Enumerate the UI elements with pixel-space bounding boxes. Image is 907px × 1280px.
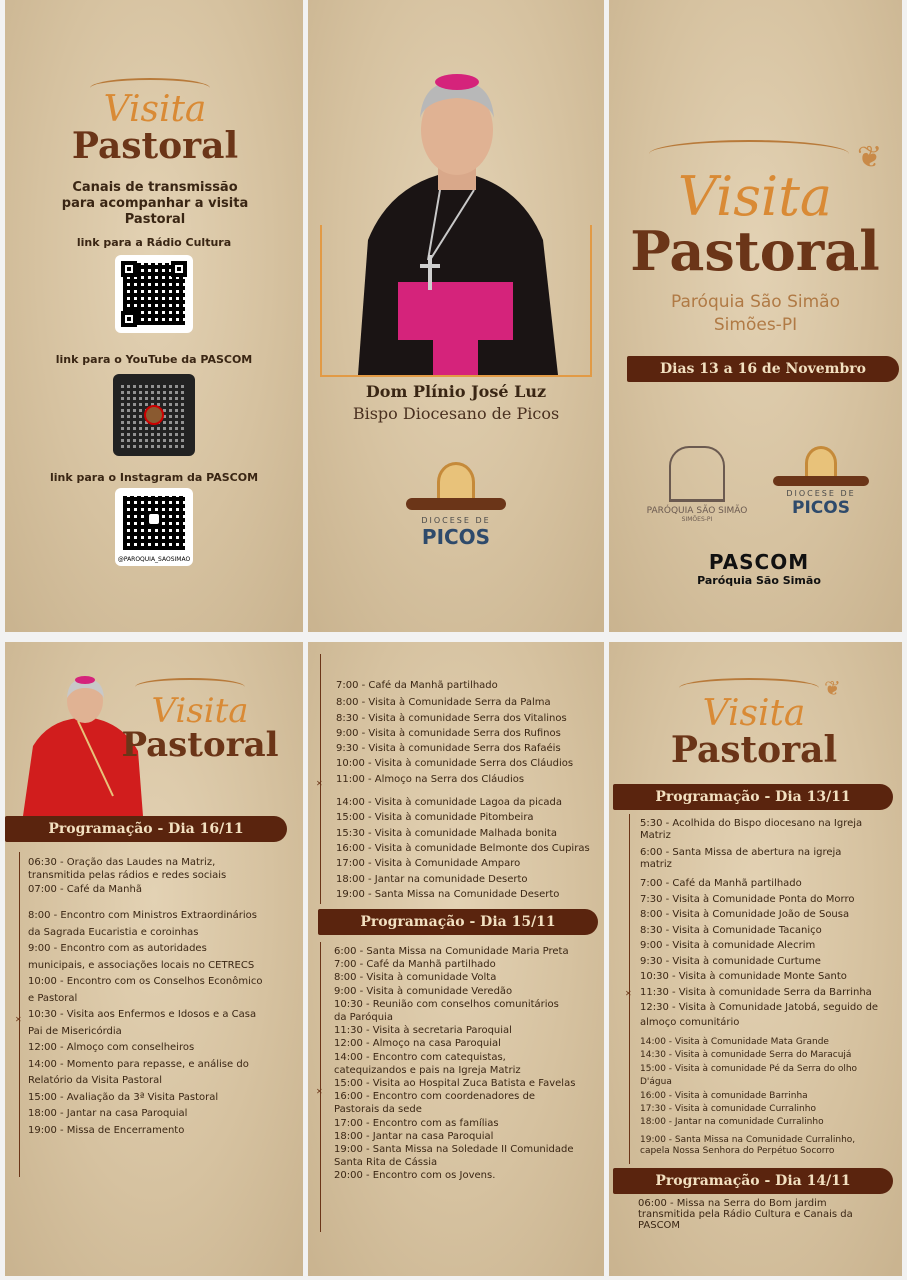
visita-pastoral-logo (115, 691, 285, 765)
schedule-item: 18:00 - Jantar na comunidade Curralinho (640, 1117, 824, 1128)
schedule-item: 7:00 - Café da Manhã partilhado (334, 959, 496, 971)
parish-logo (637, 446, 757, 523)
radio-link-label: link para a Rádio Cultura (76, 236, 232, 249)
day16-schedule (28, 856, 298, 1139)
schedule-item: 06:00 - Missa na Serra do Bom jardim transmitida pela Rádio Cultura e Canais da PASCOM (638, 1198, 853, 1231)
day13-banner: Programação - Dia 13/11 (613, 784, 893, 810)
diocese-top-text: DIOCESE DE (786, 489, 856, 498)
qr-finder (171, 261, 187, 277)
schedule-item: 9:00 - Visita à comunidade Alecrim (640, 940, 816, 951)
logo-visita-text: Visita (103, 89, 207, 130)
logo-pastoral-text: Pastoral (630, 219, 880, 283)
schedule-item: 17:30 - Visita à comunidade Curralinho (640, 1104, 816, 1115)
schedule-item: 14:00 - Visita à Comunidade Mata Grande (640, 1037, 829, 1047)
pascom-logo (689, 550, 829, 587)
logo-visita-text: Visita (151, 691, 249, 731)
schedule-item: 06:30 - Oração das Laudes na Matriz, transmitida pelas rádios e redes sociais (28, 857, 227, 882)
logo-visita-text: Visita (677, 165, 833, 228)
parish-logo-line2: SIMÕES-PI (681, 516, 713, 523)
pascom-text: PASCOM (708, 550, 810, 574)
logo-visita-text: Visita (702, 693, 806, 734)
schedule-item: 9:30 - Visita à comunidade Serra dos Rafaéis (336, 743, 561, 755)
panel-bishop (308, 0, 604, 632)
schedule-gap (28, 896, 298, 908)
schedule-item: 15:00 - Visita ao Hospital Zuca Batista e Favelas (334, 1078, 576, 1090)
dove-icon: ❦ (857, 140, 883, 175)
visita-pastoral-logo (664, 693, 844, 771)
parish-city: Simões-PI (713, 315, 798, 335)
day14-schedule (638, 1198, 896, 1231)
schedule-item: 12:30 - Visita à Comunidade Jatobá, seguido de almoço comunitário (640, 1002, 879, 1028)
schedule-item: 9:00 - Encontro com as autoridades municipais, e associações locais no CETRECS (28, 943, 255, 971)
qr-finder (121, 261, 137, 277)
schedule-item: 18:00 - Jantar na comunidade Deserto (336, 873, 528, 885)
schedule-item: 10:30 - Visita à comunidade Monte Santo (640, 971, 847, 982)
schedule-item: 14:00 - Visita à comunidade Lagoa da picada (336, 797, 563, 809)
schedule-item: 8:30 - Visita à comunidade Serra dos Vitalinos (336, 712, 567, 724)
logo-pastoral-text: Pastoral (670, 729, 838, 771)
book-icon (773, 476, 869, 486)
schedule-item: 20:00 - Encontro com os Jovens. (334, 1170, 496, 1182)
youtube-qr-code[interactable] (113, 374, 195, 456)
schedule-item: 11:30 - Visita à comunidade Serra da Barrinha (640, 986, 872, 998)
day15-schedule-part2 (334, 945, 600, 1183)
schedule-item: 7:30 - Visita à Comunidade Ponta do Morro (640, 893, 855, 905)
panel-channels (5, 0, 303, 632)
instagram-link-label: link para o Instagram da PASCOM (49, 471, 259, 484)
bishop-name: Dom Plínio José Luz (365, 382, 547, 401)
schedule-item: 18:00 - Jantar na casa Paroquial (334, 1130, 494, 1142)
diocese-logo (769, 446, 873, 518)
schedule-item: 15:00 - Avaliação da 3ª Visita Pastoral (28, 1091, 219, 1103)
logo-swirl (649, 140, 849, 168)
diocese-name-text: PICOS (792, 498, 850, 518)
channels-heading: Canais de transmissão para acompanhar a visita Pastoral (61, 180, 249, 227)
schedule-item: 8:00 - Encontro com Ministros Extraordinários da Sagrada Eucaristia e coroinhas (28, 910, 257, 938)
panel-cover (609, 0, 902, 632)
timeline-line (629, 814, 630, 1164)
day15-schedule-part1 (336, 678, 598, 902)
schedule-item: 9:00 - Visita à comunidade Serra dos Rufinos (336, 727, 561, 739)
schedule-item: 16:00 - Visita à comunidade Barrinha (640, 1090, 808, 1101)
parish-logo-line1: PARÓQUIA SÃO SIMÃO (646, 506, 748, 516)
timeline-line (320, 942, 321, 1232)
radio-qr-code[interactable] (115, 255, 193, 333)
diocese-top-text: DIOCESE DE (421, 516, 491, 525)
qr-finder (121, 311, 137, 327)
schedule-item: 12:00 - Almoço com conselheiros (28, 1042, 195, 1054)
day13-schedule (640, 818, 898, 1157)
schedule-item: 14:30 - Visita à comunidade Serra do Maracujá (640, 1050, 852, 1061)
schedule-item: 11:30 - Visita à secretaria Paroquial (334, 1025, 512, 1037)
schedule-item: 12:00 - Almoço na casa Paroquial (334, 1038, 501, 1050)
schedule-item: 7:00 - Café da Manhã partilhado (640, 878, 802, 889)
schedule-item: 15:30 - Visita à comunidade Malhada bonita (336, 827, 557, 839)
logo-pastoral-text (65, 125, 245, 167)
schedule-item: 10:00 - Encontro com os Conselhos Econômico e Pastoral (28, 976, 263, 1004)
panel-day13-14 (609, 642, 902, 1276)
schedule-item: 19:00 - Missa de Encerramento (28, 1124, 185, 1136)
schedule-item: 6:00 - Santa Missa de abertura na igreja matriz (640, 847, 842, 870)
diocese-logo (398, 462, 514, 549)
parish-name: Paróquia São Simão (671, 292, 840, 312)
book-icon (406, 498, 506, 510)
schedule-item: 15:00 - Visita à comunidade Pé da Serra do olho D'água (640, 1063, 858, 1088)
instagram-qr-code[interactable] (115, 488, 193, 566)
panel-day16 (5, 642, 303, 1276)
schedule-item: 10:30 - Visita aos Enfermos e Idosos e a Casa Pai de Misericórdia (28, 1009, 257, 1037)
schedule-item: 18:00 - Jantar na casa Paroquial (28, 1108, 188, 1120)
mitre-icon (805, 446, 837, 480)
schedule-item: 16:00 - Encontro com coordenadores de Pastorais da sede (334, 1091, 536, 1116)
timeline-line (320, 654, 321, 904)
instagram-icon (147, 512, 161, 526)
schedule-item: 14:00 - Encontro com catequistas, catequizandos e pais na Igreja Matriz (334, 1051, 521, 1076)
youtube-icon (144, 405, 164, 425)
youtube-link-label: link para o YouTube da PASCOM (55, 353, 253, 366)
instagram-handle: @PAROQUIA_SAOSIMAO (117, 556, 191, 563)
schedule-item: 7:00 - Café da Manhã partilhado (336, 680, 498, 691)
logo-pastoral-text: Pastoral (121, 725, 279, 765)
schedule-item: 15:00 - Visita à comunidade Pitombeira (336, 812, 534, 824)
schedule-item: 6:00 - Santa Missa na Comunidade Maria Preta (334, 946, 569, 957)
schedule-gap (336, 787, 598, 795)
bishop-photo (348, 70, 563, 375)
panel-day15 (308, 642, 604, 1276)
bishop-role: Bispo Diocesano de Picos (352, 404, 560, 423)
pascom-sub-text: Paróquia São Simão (697, 574, 821, 587)
schedule-item: 19:00 - Santa Missa na Comunidade Deserto (336, 888, 560, 900)
visita-pastoral-logo (65, 89, 245, 167)
schedule-item: 9:30 - Visita à comunidade Curtume (640, 955, 821, 967)
schedule-item: 5:30 - Acolhida do Bispo diocesano na Igreja Matriz (640, 818, 863, 841)
schedule-item: 8:00 - Visita à Comunidade Serra da Palma (336, 697, 551, 709)
schedule-item: 9:00 - Visita à comunidade Veredão (334, 985, 513, 997)
schedule-item: 8:30 - Visita à Comunidade Tacaniço (640, 924, 822, 936)
visita-pastoral-logo (624, 165, 886, 283)
schedule-item: 17:00 - Visita à Comunidade Amparo (336, 858, 521, 870)
schedule-item: 8:00 - Visita à Comunidade João de Sousa (640, 909, 850, 920)
schedule-item: 16:00 - Visita à comunidade Belmonte dos Cupiras (336, 842, 590, 854)
day15-banner: Programação - Dia 15/11 (318, 909, 598, 935)
church-icon (669, 446, 725, 502)
dates-banner: Dias 13 a 16 de Novembro (627, 356, 899, 382)
timeline-line (19, 852, 20, 1177)
schedule-item: 11:00 - Almoço na Serra dos Cláudios (336, 773, 525, 785)
dove-icon: ❦ (824, 676, 841, 700)
schedule-item: 07:00 - Café da Manhã (28, 883, 142, 895)
day14-banner: Programação - Dia 14/11 (613, 1168, 893, 1194)
schedule-item: 17:00 - Encontro com as famílias (334, 1117, 499, 1129)
schedule-item: 19:00 - Santa Missa na Comunidade Curralinho, capela Nossa Senhora do Perpétuo Socorro (640, 1134, 856, 1156)
diocese-name-text: PICOS (421, 525, 491, 549)
schedule-item: 19:00 - Santa Missa na Soledade II Comunidade Santa Rita de Cássia (334, 1144, 574, 1169)
logo-pastoral-word: Pastoral (71, 125, 239, 167)
schedule-item: 14:00 - Momento para repasse, e análise do Relatório da Visita Pastoral (28, 1058, 249, 1087)
schedule-item: 10:00 - Visita à comunidade Serra dos Cláudios (336, 758, 574, 770)
schedule-item: 8:00 - Visita à comunidade Volta (334, 972, 497, 984)
mitre-icon (437, 462, 475, 502)
schedule-item: 10:30 - Reunião com conselhos comunitários da Paróquia (334, 998, 559, 1024)
day16-banner: Programação - Dia 16/11 (5, 816, 287, 842)
